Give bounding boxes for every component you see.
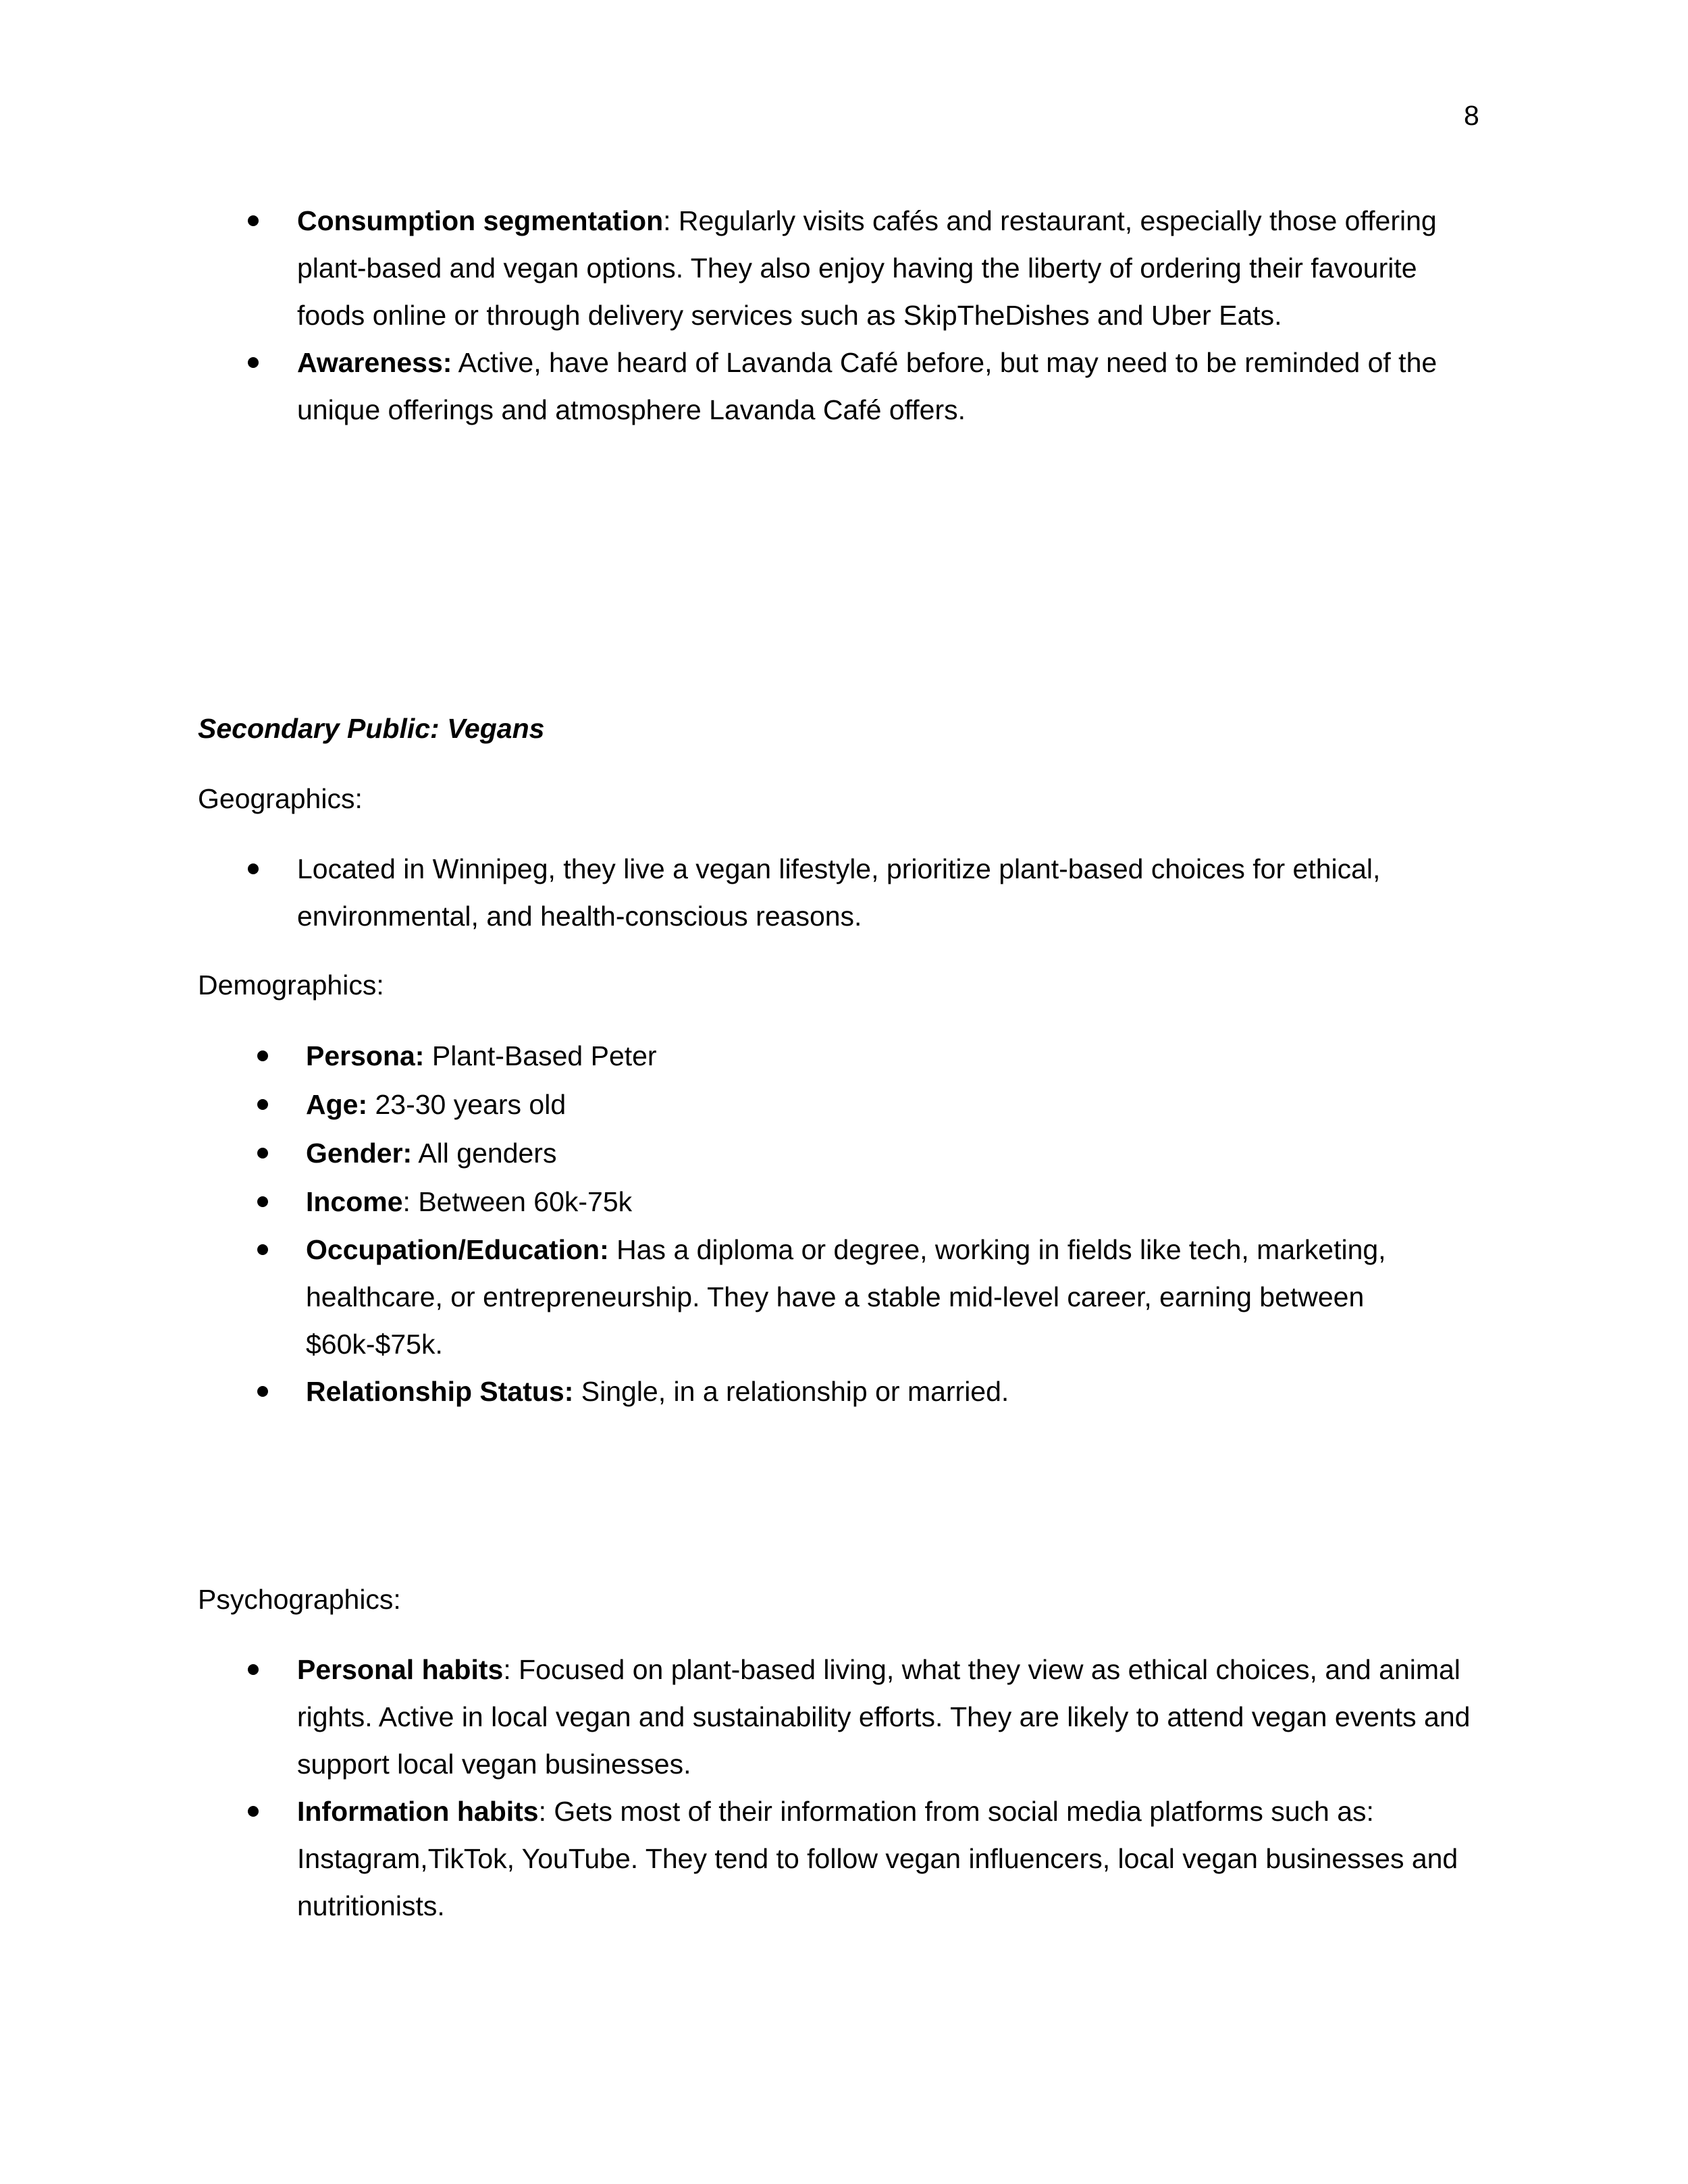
- list-item: [0, 1032, 1482, 1080]
- bullet-icon: [248, 863, 259, 874]
- list-item: [0, 339, 1482, 433]
- bullet-icon: [248, 1664, 259, 1675]
- bullet-icon: [257, 1386, 268, 1397]
- section-heading: Secondary Public: Vegans: [198, 713, 545, 744]
- list-item-text: All genders: [412, 1138, 557, 1169]
- list-item-term: Awareness:: [297, 347, 452, 378]
- list-item: [0, 1646, 1485, 1788]
- list-item: [0, 1788, 1485, 1929]
- list-item-term: Consumption segmentation: [297, 205, 664, 236]
- list-item-text: : Gets most of their information from social media platforms such as: Instagram,TikTok, YouTube. They tend to follow vegan influencers, local vegan businesses and nutritionists.: [297, 1796, 1458, 1921]
- list-item-term: Personal habits: [297, 1654, 504, 1685]
- bullet-icon: [248, 215, 259, 226]
- bullet-icon: [248, 357, 259, 368]
- list-item-term: Information habits: [297, 1796, 539, 1827]
- list-item-text: Located in Winnipeg, they live a vegan lifestyle, prioritize plant-based choices for ethical, environmental, and health-conscious reasons.: [297, 853, 1381, 932]
- list-item-text: 23-30 years old: [367, 1089, 566, 1120]
- list-item: [0, 1226, 1482, 1368]
- bullet-icon: [257, 1148, 268, 1158]
- geographics-label: Geographics:: [198, 783, 363, 814]
- list-item: [0, 1129, 1482, 1177]
- psychographics-label: Psychographics:: [198, 1584, 401, 1615]
- list-item-text: Active, have heard of Lavanda Café before, but may need to be reminded of the unique offerings and atmosphere Lavanda Café offers.: [297, 347, 1438, 425]
- list-item-term: Relationship Status:: [306, 1376, 574, 1407]
- bullet-icon: [257, 1099, 268, 1110]
- list-item-term: Gender:: [306, 1138, 413, 1169]
- list-item-term: Income: [306, 1186, 403, 1217]
- list-item: [0, 197, 1482, 339]
- bullet-icon: [257, 1196, 268, 1207]
- top-bullet-list: [0, 197, 1688, 433]
- list-item: [0, 1080, 1482, 1129]
- demographics-list: [0, 1032, 1688, 1415]
- bullet-icon: [248, 1806, 259, 1817]
- list-item-text: Plant-Based Peter: [424, 1040, 657, 1071]
- list-item-text: : Focused on plant-based living, what they view as ethical choices, and animal rights. Active in local vegan and sustainability efforts. They are likely to attend vegan events and support local vegan businesses.: [297, 1654, 1471, 1780]
- geographics-list: [0, 845, 1688, 940]
- list-item: [0, 1177, 1482, 1226]
- list-item: [0, 1368, 1482, 1415]
- list-item-text: Single, in a relationship or married.: [573, 1376, 1009, 1407]
- list-item-term: Occupation/Education:: [306, 1234, 609, 1265]
- list-item: [0, 845, 1482, 940]
- list-item-separator: :: [663, 205, 671, 236]
- list-item-term: Persona:: [306, 1040, 425, 1071]
- list-item-text: Has a diploma or degree, working in fields like tech, marketing, healthcare, or entrepreneurship. They have a stable mid-level career, earning between $60k-$75k.: [306, 1234, 1386, 1360]
- list-item-term: Age:: [306, 1089, 368, 1120]
- bullet-icon: [257, 1050, 268, 1061]
- list-item-text: : Between 60k-75k: [402, 1186, 633, 1217]
- psychographics-list: [0, 1646, 1688, 1929]
- page-number: 8: [1464, 100, 1479, 131]
- demographics-label: Demographics:: [198, 969, 384, 1001]
- bullet-icon: [257, 1244, 268, 1255]
- list-item-text: Regularly visits cafés and restaurant, especially those offering plant-based and vegan options. They also enjoy having the liberty of ordering their favourite foods online or through delivery services such as SkipTheDishes and Uber Eats.: [297, 205, 1437, 331]
